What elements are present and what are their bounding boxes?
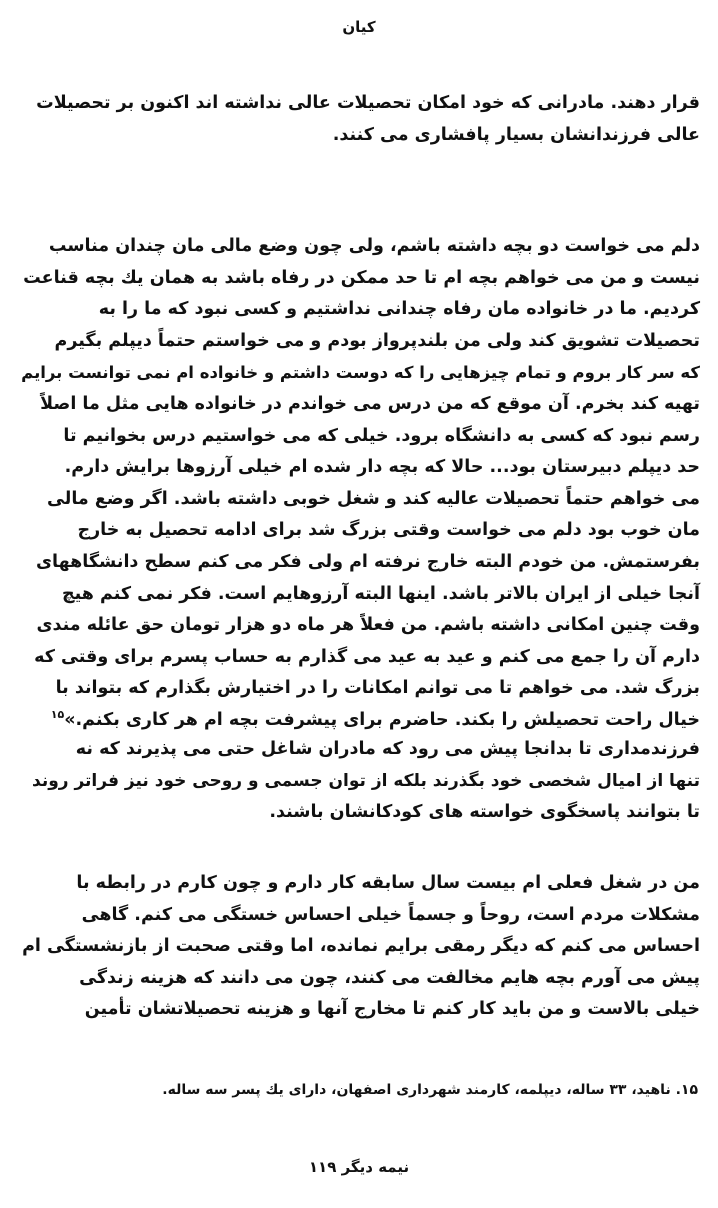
paragraph-3 <box>14 734 700 829</box>
text-line: فرزندمداری تا بدانجا پیش می رود که مادران شاغل حتی می پذیرند که نه <box>75 739 700 759</box>
paragraph-2-quote <box>14 231 700 737</box>
text-line: قرار دهند. مادرانی که خود امکان تحصیلات عالی نداشته اند اکنون بر تحصیلات <box>36 93 700 113</box>
text-line: پیش می آورم بچه هایم مخالفت می کنند، چون می دانند که هزینه زندگی <box>79 967 700 988</box>
text-line: من در شغل فعلی ام بیست سال سابقه کار دارم و چون کارم در رابطه با <box>76 873 700 893</box>
page-footer: نیمه دیگر ۱۱۹ <box>308 1158 410 1176</box>
text-line: خیال راحت تحصیلش را بکند. حاضرم برای پیشرفت بچه ام هر کاری بکنم.» <box>64 709 700 730</box>
text-line: تهیه کند بخرم. آن موقع که من درس می خواندم در خانواده هایی مثل ما اصلاً <box>40 393 700 414</box>
running-header: کیان <box>342 18 376 36</box>
text-line: حد دیپلم دبیرستان بود... حالا که بچه دار شده ام خیلی آرزوها برایش دارم. <box>64 457 700 478</box>
text-line-with-footnote <box>14 705 700 737</box>
paragraph-1 <box>14 88 700 151</box>
text-line: عالی فرزندانشان بسیار پافشاری می کنند. <box>332 124 700 145</box>
text-line: وقت چنین امکانی داشته باشم. من فعلاً هر ماه دو هزار تومان حق عائله مندی <box>36 615 700 636</box>
text-line: دارم آن را جمع می کنم و عید به عید می گذارم به حساب پسرم برای وقتی که <box>34 646 700 667</box>
text-line: کردیم. ما در خانواده مان رفاه چندانی نداشتیم و کسی نبود که ما را به <box>98 299 700 320</box>
text-line: نیست و من می خواهم بچه ام تا حد ممکن در رفاه باشد به همان یك بچه قناعت <box>23 267 700 288</box>
text-line: تحصیلات تشویق کند ولی من بلندپرواز بودم و می خواستم حتماً دیپلم بگیرم <box>54 330 700 351</box>
footnote-15: ۱۵. ناهید، ۳۳ ساله، دیپلمه، کارمند شهرداری اصفهان، دارای یك پسر سه ساله. <box>162 1082 698 1098</box>
text-line: رسم نبود که کسی به دانشگاه برود. خیلی که می خواستیم درس بخوانیم تا <box>63 425 700 446</box>
text-line: تا بتوانند پاسخگوی خواسته های کودکانشان باشند. <box>269 802 700 823</box>
footnote-reference: ۱۵ <box>50 708 65 722</box>
text-line: مشکلات مردم است، روحاً و جسماً خیلی احساس خستگی می کنم. گاهی <box>81 904 700 925</box>
paragraph-4-quote <box>14 868 700 1026</box>
text-line: دلم می خواست دو بچه داشته باشم، ولی چون وضع مالی مان چندان مناسب <box>48 236 700 256</box>
text-line: می خواهم حتماً تحصیلات عالیه کند و شغل خوبی داشته باشد. اگر وضع مالی <box>47 488 700 509</box>
text-line: مان خوب بود دلم می خواست وقتی بزرگ شد برای ادامه تحصیل به خارج <box>77 520 700 541</box>
text-line: آنجا خیلی از ایران بالاتر باشد. اینها البته آرزوهایم است. فکر نمی کنم هیچ <box>62 583 700 604</box>
text-line: تنها از امیال شخصی خود بگذرند بلکه از توان جسمی و روحی خود نیز فراتر روند <box>32 770 700 791</box>
text-line: که سر کار بروم و تمام چیزهایی را که دوست داشتم و خانواده ام نمی توانست برایم <box>21 363 700 383</box>
text-line: احساس می کنم که دیگر رمقی برایم نمانده، اما وقتی صحبت از بازنشستگی ام <box>22 936 700 957</box>
text-line: بفرستمش. من خودم البته خارج نرفته ام ولی فکر می کنم سطح دانشگاههای <box>36 551 700 572</box>
text-line: خیلی بالاست و من باید کار کنم تا مخارج آنها و هزینه تحصیلاتشان تأمین <box>84 999 700 1020</box>
text-line: بزرگ شد. می خواهم تا می توانم امکانات را در اختیارش بگذارم که بتواند با <box>55 678 700 699</box>
